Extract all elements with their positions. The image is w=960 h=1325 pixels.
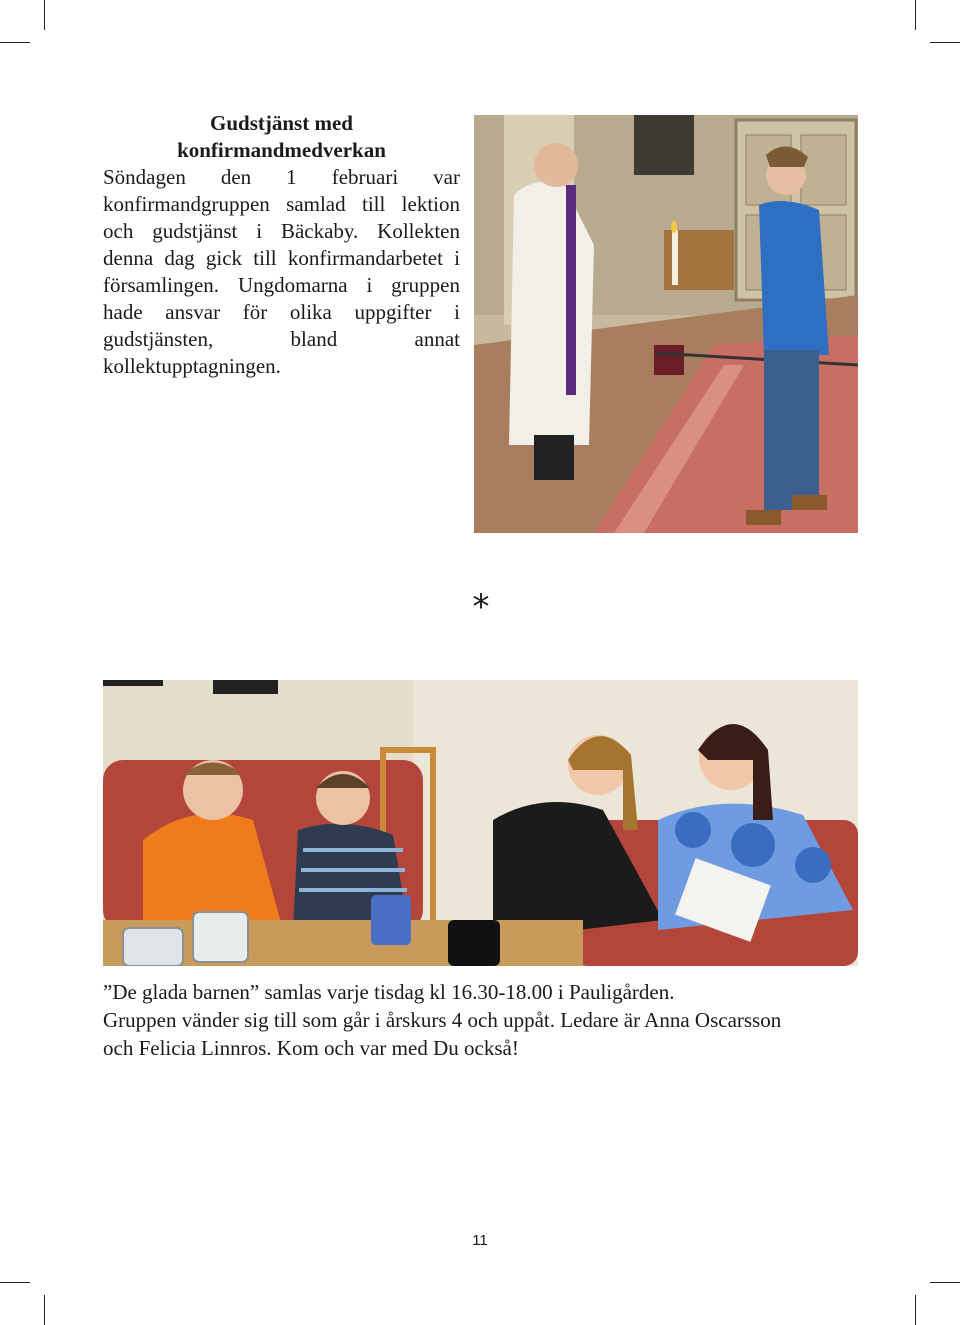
article-title-line1: Gudstjänst med <box>210 111 353 135</box>
crop-mark <box>930 1282 960 1283</box>
caption-line-1: ”De glada barnen” samlas varje tisdag kl 16.30-18.00 i Pauligården. <box>103 980 675 1004</box>
caption-line-2: Gruppen vänder sig till som går i årskurs 4 och uppåt. Ledare är Anna Oscarsson <box>103 1008 782 1032</box>
group-photo <box>103 680 858 966</box>
crop-mark <box>0 1282 30 1283</box>
article <box>103 110 460 380</box>
page-number: 11 <box>472 1232 488 1249</box>
crop-mark <box>44 0 45 30</box>
crop-mark <box>915 1295 916 1325</box>
crop-mark <box>930 42 960 43</box>
section-separator: * <box>472 587 490 627</box>
article-title <box>103 110 460 164</box>
article-title-line2: konfirmandmedverkan <box>177 138 386 162</box>
article-body: Söndagen den 1 februari var konfirmandgruppen samlad till lektion och gudstjänst i Bäckaby. Kollekten denna dag gick till konfirmandarbetet i församlingen. Ungdomarna i gruppen hade ansvar för olika uppgifter i gudstjänsten, bland annat kollektupptagningen. <box>103 165 460 378</box>
caption-line-3: och Felicia Linnros. Kom och var med Du också! <box>103 1036 519 1060</box>
crop-mark <box>915 0 916 30</box>
church-photo <box>474 115 858 533</box>
crop-mark <box>0 42 30 43</box>
crop-mark <box>44 1295 45 1325</box>
photo-caption <box>103 978 863 1062</box>
